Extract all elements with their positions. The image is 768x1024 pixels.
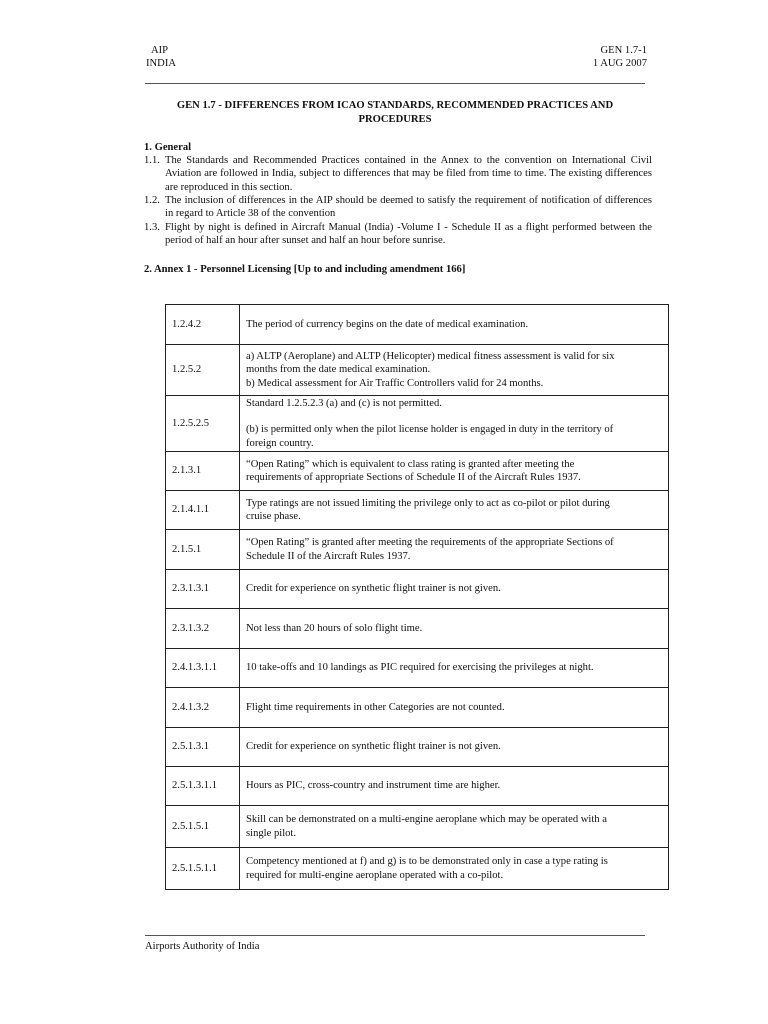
difference-line: Flight time requirements in other Categories are not counted. xyxy=(246,701,505,713)
difference-line: Hours as PIC, cross-country and instrument time are higher. xyxy=(246,780,501,792)
table-row xyxy=(166,491,669,530)
table-row xyxy=(166,649,669,688)
difference-cell xyxy=(240,688,669,728)
page-title: GEN 1.7 - DIFFERENCES FROM ICAO STANDARDS, RECOMMENDED PRACTICES AND PROCEDURES xyxy=(176,100,614,125)
paragraph-number: 1.1. xyxy=(144,155,160,166)
difference-line: cruise phase. xyxy=(246,511,301,522)
table-row xyxy=(166,345,669,396)
difference-cell xyxy=(240,345,669,396)
difference-line xyxy=(246,410,662,423)
difference-line: months from the date medical examination. xyxy=(246,364,431,376)
reference-cell: 2.5.1.5.1.1 xyxy=(166,848,240,890)
difference-line: foreign country. xyxy=(246,437,314,449)
difference-cell xyxy=(240,452,669,491)
difference-cell xyxy=(240,530,669,570)
difference-line: requirements of appropriate Sections of Schedule II of the Aircraft Rules 1937. xyxy=(246,472,581,483)
difference-line: Competency mentioned at f) and g) is to be demonstrated only in case a type rating is xyxy=(246,856,608,868)
difference-line: “Open Rating” which is equivalent to class rating is granted after meeting the xyxy=(246,458,575,470)
header-date: 1 AUG 2007 xyxy=(592,58,647,70)
reference-cell: 1.2.5.2.5 xyxy=(166,396,240,452)
table-row xyxy=(166,530,669,570)
difference-cell xyxy=(240,848,669,890)
table-row xyxy=(166,688,669,728)
header-country: INDIA xyxy=(146,58,177,70)
table-row xyxy=(166,396,669,452)
table-row xyxy=(166,305,669,345)
reference-cell: 2.5.1.5.1 xyxy=(166,806,240,848)
paragraph-text: The inclusion of differences in the AIP should be deemed to satisfy the requirement of notification of differences in regard to Article 38 of the convention xyxy=(165,195,652,220)
difference-cell xyxy=(240,649,669,688)
difference-line: b) Medical assessment for Air Traffic Controllers valid for 24 months. xyxy=(246,377,544,389)
difference-cell xyxy=(240,806,669,848)
difference-line: Schedule II of the Aircraft Rules 1937. xyxy=(246,550,411,562)
difference-line: Type ratings are not issued limiting the privilege only to act as co-pilot or pilot during xyxy=(246,497,610,509)
paragraph-number: 1.3. xyxy=(144,222,160,233)
reference-cell: 2.1.5.1 xyxy=(166,530,240,570)
differences-table xyxy=(165,304,669,890)
header-left xyxy=(146,44,176,71)
difference-line: 10 take-offs and 10 landings as PIC required for exercising the privileges at night. xyxy=(246,662,594,674)
table-row xyxy=(166,806,669,848)
reference-cell: 2.1.4.1.1 xyxy=(166,491,240,530)
section-general-heading: 1. General xyxy=(144,142,192,153)
table-row xyxy=(166,570,669,609)
reference-cell: 2.4.1.3.2 xyxy=(166,688,240,728)
difference-cell xyxy=(240,609,669,649)
table-row xyxy=(166,728,669,767)
difference-line: a) ALTP (Aeroplane) and ALTP (Helicopter) medical fitness assessment is valid for six xyxy=(246,351,615,363)
reference-cell: 2.5.1.3.1 xyxy=(166,728,240,767)
table-row xyxy=(166,609,669,649)
reference-cell: 2.1.3.1 xyxy=(166,452,240,491)
section-annex1-heading: 2. Annex 1 - Personnel Licensing [Up to and including amendment 166] xyxy=(144,264,466,275)
difference-line: (b) is permitted only when the pilot license holder is engaged in duty in the territory of xyxy=(246,424,614,436)
difference-line: The period of currency begins on the date of medical examination. xyxy=(246,318,529,330)
paragraph-1-1 xyxy=(144,154,652,194)
difference-line: Credit for experience on synthetic flight trainer is not given. xyxy=(246,583,501,595)
header-divider xyxy=(145,83,645,84)
difference-cell xyxy=(240,767,669,806)
difference-cell xyxy=(240,728,669,767)
reference-cell: 2.5.1.3.1.1 xyxy=(166,767,240,806)
difference-line: Skill can be demonstrated on a multi-engine aeroplane which may be operated with a xyxy=(246,814,607,826)
paragraph-text: Flight by night is defined in Aircraft Manual (India) -Volume I - Schedule II as a flight performed between the period of half an hour after sunset and half an hour before sunrise. xyxy=(165,222,652,247)
header-page-ref: GEN 1.7-1 xyxy=(600,45,647,56)
paragraph-number: 1.2. xyxy=(144,195,160,206)
footer-text: Airports Authority of India xyxy=(145,941,260,952)
header-aip: AIP xyxy=(151,45,169,56)
table-row xyxy=(166,452,669,491)
difference-line: Not less than 20 hours of solo flight time. xyxy=(246,622,423,634)
difference-cell xyxy=(240,570,669,609)
difference-line: Credit for experience on synthetic flight trainer is not given. xyxy=(246,741,501,753)
difference-cell xyxy=(240,396,669,452)
reference-cell: 2.4.1.3.1.1 xyxy=(166,649,240,688)
paragraph-text: The Standards and Recommended Practices contained in the Annex to the convention on International Civil Aviation are followed in India, subject to differences that may be filed from time to time. The existing differences are reproduced in this section. xyxy=(165,155,652,193)
reference-cell: 2.3.1.3.2 xyxy=(166,609,240,649)
header-right xyxy=(593,44,647,71)
difference-line: Standard 1.2.5.2.3 (a) and (c) is not permitted. xyxy=(246,398,442,410)
reference-cell: 1.2.5.2 xyxy=(166,345,240,396)
differences-table-body xyxy=(166,305,669,890)
table-row xyxy=(166,767,669,806)
difference-cell xyxy=(240,491,669,530)
difference-line: “Open Rating” is granted after meeting the requirements of the appropriate Sections of xyxy=(246,537,614,549)
table-row xyxy=(166,848,669,890)
footer-divider xyxy=(145,935,645,936)
difference-line: required for multi-engine aeroplane operated with a co-pilot. xyxy=(246,869,504,881)
paragraph-1-3 xyxy=(144,221,652,248)
paragraph-1-2 xyxy=(144,194,652,221)
reference-cell: 2.3.1.3.1 xyxy=(166,570,240,609)
difference-line: single pilot. xyxy=(246,827,297,839)
reference-cell: 1.2.4.2 xyxy=(166,305,240,345)
difference-cell xyxy=(240,305,669,345)
